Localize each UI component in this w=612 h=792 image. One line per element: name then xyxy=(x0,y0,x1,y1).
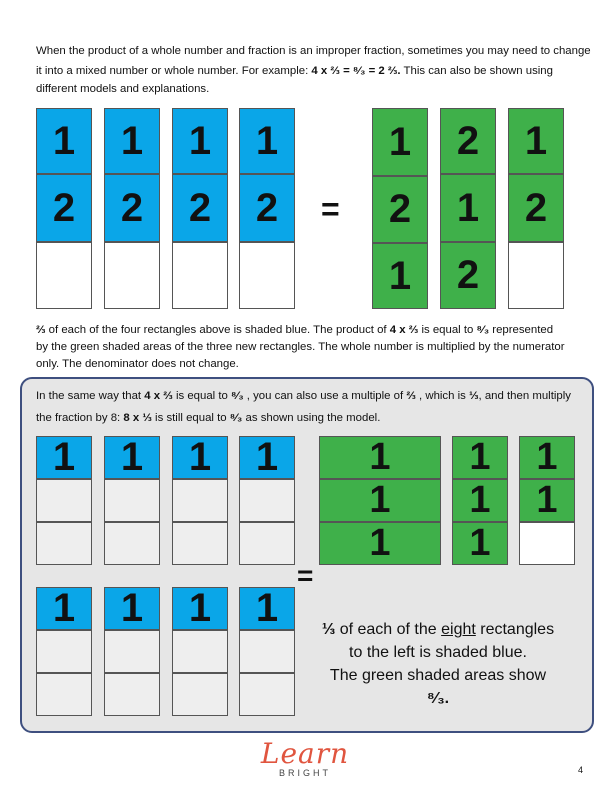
explanation-line-2: by the green shaded areas of the three new rectangles. The whole number is multiplied by the numerator xyxy=(36,341,565,353)
third-rect-6-cell-2 xyxy=(104,630,160,673)
third-rect-2-cell-3 xyxy=(104,522,160,565)
green-narrow-1-cell-3: 1 xyxy=(452,522,508,565)
third-rect-3-cell-2 xyxy=(172,479,228,522)
logo-wordmark: Learn xyxy=(260,737,350,770)
blue-rect-2-cell-3 xyxy=(104,242,160,309)
green-narrow-2-cell-3 xyxy=(519,522,575,565)
green-rect-2-cell-2: 1 xyxy=(440,174,496,242)
third-rect-1-shaded: 1 xyxy=(36,436,92,479)
green-rect-3-cell-2: 2 xyxy=(508,174,564,242)
green-narrow-1-cell-1: 1 xyxy=(452,436,508,479)
green-wide-cell-1: 1 xyxy=(319,436,441,479)
third-rect-3-cell-3 xyxy=(172,522,228,565)
third-rect-5-cell-2 xyxy=(36,630,92,673)
green-narrow-1-cell-2: 1 xyxy=(452,479,508,522)
third-rect-2-shaded: 1 xyxy=(104,436,160,479)
third-rect-4-cell-2 xyxy=(239,479,295,522)
third-rect-8-cell-3 xyxy=(239,673,295,716)
green-wide-cell-2: 1 xyxy=(319,479,441,522)
third-rect-6-cell-3 xyxy=(104,673,160,716)
third-rect-7-cell-3 xyxy=(172,673,228,716)
green-rect-3-cell-1: 1 xyxy=(508,108,564,174)
green-rect-1-cell-3: 1 xyxy=(372,243,428,309)
intro-line-2: it into a mixed number or whole number. For example: 4 x ⅔ = ⁸⁄₃ = 2 ⅔. This can also be shown using xyxy=(36,65,553,77)
blue-rect-4-cell-3 xyxy=(239,242,295,309)
blue-rect-2-cell-1: 1 xyxy=(104,108,160,174)
blue-rect-3-cell-1: 1 xyxy=(172,108,228,174)
page-number: 4 xyxy=(578,765,584,775)
panel-equals-sign: = xyxy=(297,560,314,591)
green-narrow-2-cell-1: 1 xyxy=(519,436,575,479)
logo-subtitle: BRIGHT xyxy=(278,768,331,778)
blue-rect-3-cell-3 xyxy=(172,242,228,309)
third-rect-6-shaded: 1 xyxy=(104,587,160,630)
panel-note-line-2: to the left is shaded blue. xyxy=(349,644,527,661)
panel-note-line-3: The green shaded areas show ⁸⁄₃. xyxy=(329,667,547,707)
panel-note-line-1: ⅓ of each of the eight rectangles xyxy=(321,621,555,638)
intro-line-3: different models and explanations. xyxy=(36,83,210,95)
blue-rect-1-cell-3 xyxy=(36,242,92,309)
blue-rect-4-cell-2: 2 xyxy=(239,174,295,242)
panel-intro-text xyxy=(36,385,592,429)
intro-paragraph xyxy=(36,41,596,99)
third-rect-1-cell-3 xyxy=(36,522,92,565)
green-narrow-2-cell-2: 1 xyxy=(519,479,575,522)
third-rect-8-cell-2 xyxy=(239,630,295,673)
blue-rect-2-cell-2: 2 xyxy=(104,174,160,242)
explanation-line-3: only. The denominator does not change. xyxy=(36,358,239,370)
model1-equals-sign: = xyxy=(321,191,340,227)
green-rect-1-cell-2: 2 xyxy=(372,176,428,243)
third-rect-3-shaded: 1 xyxy=(172,436,228,479)
third-rect-1-cell-2 xyxy=(36,479,92,522)
green-rect-2-cell-3: 2 xyxy=(440,242,496,309)
third-rect-4-cell-3 xyxy=(239,522,295,565)
blue-rect-1-cell-2: 2 xyxy=(36,174,92,242)
intro-example-expression: 4 x ⅔ = ⁸⁄₃ = 2 ⅔. xyxy=(311,65,401,77)
third-rect-2-cell-2 xyxy=(104,479,160,522)
third-rect-7-shaded: 1 xyxy=(172,587,228,630)
third-rect-5-shaded: 1 xyxy=(36,587,92,630)
green-rect-3-cell-3 xyxy=(508,242,564,309)
blue-rect-1-cell-1: 1 xyxy=(36,108,92,174)
learn-bright-logo xyxy=(250,737,360,778)
explanation-paragraph xyxy=(36,322,596,373)
explanation-line-1: ⅔ of each of the four rectangles above is shaded blue. The product of 4 x ⅔ is equal to ⁸⁄₃ represented xyxy=(36,324,554,336)
blue-rect-3-cell-2: 2 xyxy=(172,174,228,242)
panel-text-line-1: In the same way that 4 x ⅔ is equal to ⁸⁄₃ , you can also use a multiple of ⅔ , which is ⅓, and then multiply xyxy=(36,390,571,402)
panel-note xyxy=(320,618,556,710)
third-rect-4-shaded: 1 xyxy=(239,436,295,479)
third-rect-7-cell-2 xyxy=(172,630,228,673)
third-rect-5-cell-3 xyxy=(36,673,92,716)
third-rect-8-shaded: 1 xyxy=(239,587,295,630)
panel-text-line-2: the fraction by 8: 8 x ⅓ is still equal to ⁸⁄₃ as shown using the model. xyxy=(36,412,381,424)
green-wide-cell-3: 1 xyxy=(319,522,441,565)
intro-line-1: When the product of a whole number and fraction is an improper fraction, sometimes you may need to change xyxy=(36,45,591,57)
green-rect-2-cell-1: 2 xyxy=(440,108,496,174)
green-rect-1-cell-1: 1 xyxy=(372,108,428,176)
blue-rect-4-cell-1: 1 xyxy=(239,108,295,174)
